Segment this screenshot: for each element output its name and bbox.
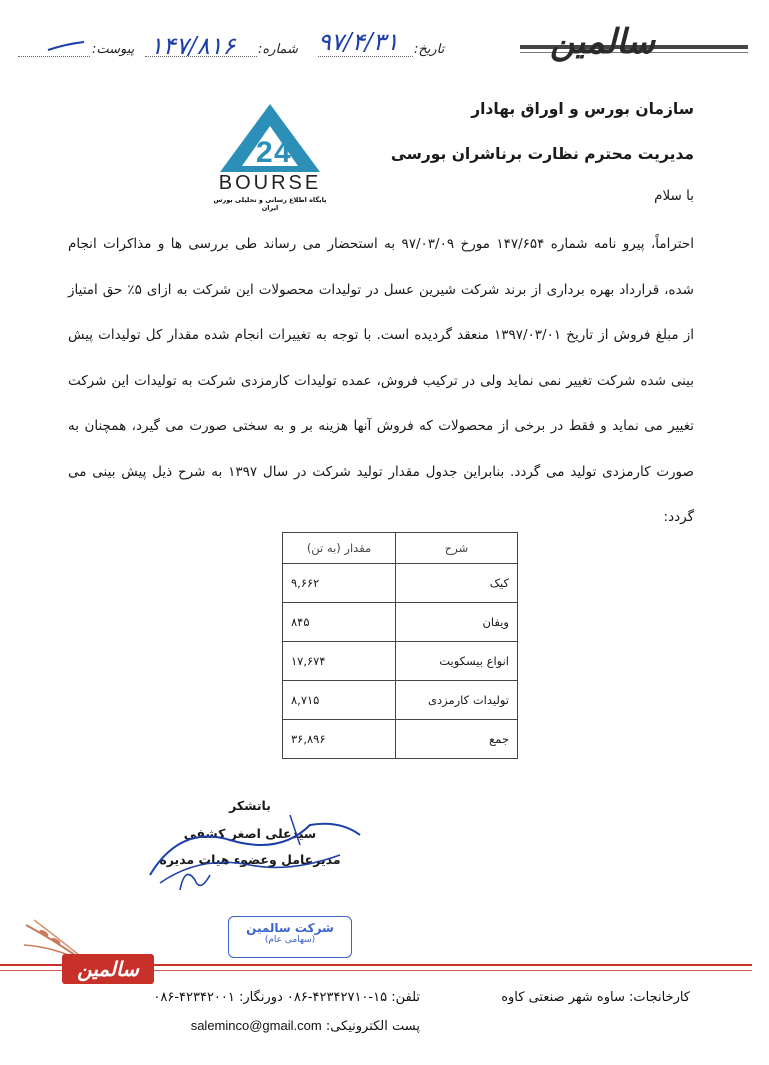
attachment-dash-mark xyxy=(46,40,86,54)
number-value: ۱۴۷/۸۱۶ xyxy=(150,32,236,60)
table-cell-desc: ویفان xyxy=(396,603,518,642)
factories-label: کارخانجات: xyxy=(628,990,690,1005)
factories-value: ساوه شهر صنعتی کاوه xyxy=(501,990,625,1005)
phone-value: ۰۸۶-۴۲۳۴۲۷۱۰-۱۵ xyxy=(286,990,388,1005)
footer-brand-badge: سالمین xyxy=(62,954,154,984)
production-table xyxy=(282,532,518,759)
table-cell-qty: ۳۶,۸۹۶ xyxy=(283,720,396,759)
table-row xyxy=(283,603,518,642)
table-cell-desc: کیک xyxy=(396,564,518,603)
table-cell-qty: ۱۷,۶۷۴ xyxy=(283,642,396,681)
table-cell-qty: ۹,۶۶۲ xyxy=(283,564,396,603)
attachment-label: پیوست: xyxy=(92,42,135,57)
date-label: تاریخ: xyxy=(414,42,445,57)
recipient-dept: مدیریت محترم نظارت برناشران بورسی xyxy=(390,145,694,163)
recipient-org: سازمان بورس و اوراق بهادار xyxy=(471,100,694,118)
phone-fax-line xyxy=(60,990,420,1005)
table-row xyxy=(283,564,518,603)
table-cell-desc: تولیدات کارمزدی xyxy=(396,681,518,720)
company-stamp xyxy=(228,916,352,958)
phone-label: تلفن: xyxy=(391,990,420,1005)
bourse-wordmark: BOURSE xyxy=(218,172,322,194)
handwritten-signature xyxy=(140,805,370,895)
table-header-desc: شرح xyxy=(396,533,518,564)
table-header-row xyxy=(283,533,518,564)
date-value: ۹۷/۴/۳۱ xyxy=(318,28,399,56)
table-row xyxy=(283,642,518,681)
email-value[interactable]: saleminco@gmail.com xyxy=(190,1018,322,1033)
signature-title: مدیرعامل وعضوء هیات مدیره xyxy=(159,852,341,867)
fax-value: ۰۸۶-۴۲۳۴۲۰۰۱ xyxy=(153,990,235,1005)
svg-text:4: 4 xyxy=(274,136,291,169)
bourse-triangle-icon xyxy=(208,100,332,180)
svg-text:2: 2 xyxy=(256,136,273,169)
email-label: پست الکترونیکی: xyxy=(325,1019,420,1034)
table-header-qty: مقدار (به تن) xyxy=(283,533,396,564)
table-cell-qty: ۸۴۵ xyxy=(283,603,396,642)
header xyxy=(0,0,769,70)
table-row xyxy=(283,681,518,720)
email-line xyxy=(100,1018,420,1034)
signature-thanks: باتشکر xyxy=(229,798,271,813)
body-paragraph: احتراماً، پیرو نامه شماره ۱۴۷/۶۵۴ مورخ ۹۷/۰۳/۰۹ به استحضار می رساند طی بررسی ها و مذاکرات انجام شده، قرارداد بهره برداری از برند شرکت شیرین عسل در تولیدات محصولات این شرکت به ازای ۵٪ حق امتیاز از مبلغ فروش از تاریخ ۱۳۹۷/۰۳/۰۱ منعقد گردیده است. با توجه به تغییرات انجام شده مقدار کل تولیدات پیش بینی شده شرکت تغییر نمی نماید ولی در ترکیب فروش، عمده تولیدات کارمزدی شرکت به تولیدات این شرکت تغییر می نماید و فقط در برخی از محصولات که فروش آنها هزینه بر و به سختی صورت می گیرد، همچنان به صورت کارمزدی تولید می گردد. بنابراین جدول مقدار تولید شرکت در سال ۱۳۹۷ به شرح ذیل پیش بینی می گردد: xyxy=(68,236,694,525)
stamp-type: (سهامی عام) xyxy=(264,935,316,945)
factories-line xyxy=(440,990,690,1005)
stamp-company: شرکت سالمین xyxy=(246,921,334,935)
table-cell-qty: ۸,۷۱۵ xyxy=(283,681,396,720)
brand-logotype: سالمین xyxy=(549,22,655,62)
signature-name: سیدعلی اصغر کشفی xyxy=(183,826,317,841)
table-row-total xyxy=(283,720,518,759)
bourse-logo xyxy=(208,100,332,210)
fax-label: دورنگار: xyxy=(239,990,283,1005)
table-cell-desc: انواع بیسکویت xyxy=(396,642,518,681)
number-label: شماره: xyxy=(258,42,298,57)
table-cell-desc: جمع xyxy=(396,720,518,759)
bourse-caption: پایگاه اطلاع رسانی و تحلیلی بورس ایران xyxy=(213,196,327,212)
greeting: با سلام xyxy=(654,188,694,204)
